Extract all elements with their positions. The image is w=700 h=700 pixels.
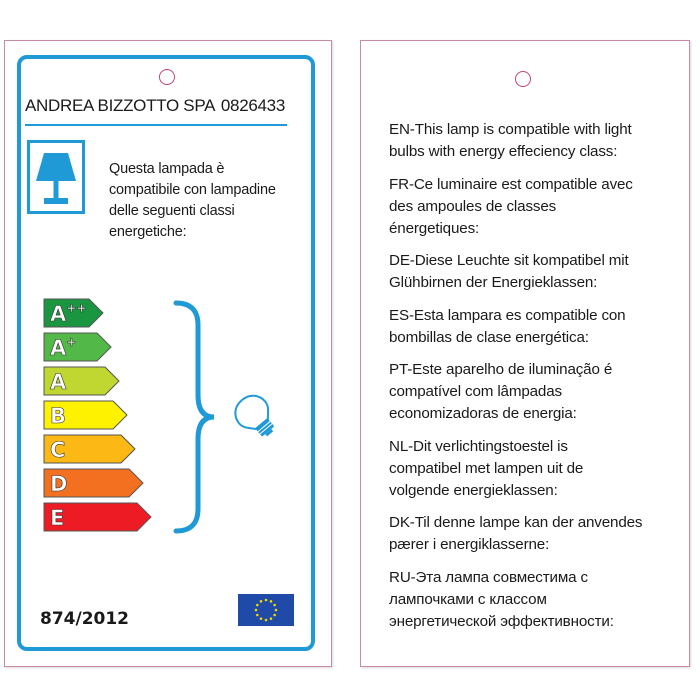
energy-class-arrow xyxy=(44,469,143,497)
lang-block-fr: FR-Ce luminaire est compatible avec des ampoules de classes énergetiques: xyxy=(389,175,633,237)
product-code: 0826433 xyxy=(220,96,285,115)
energy-class-arrow xyxy=(44,503,151,531)
energy-class-arrow xyxy=(44,367,119,395)
light-bulb-icon xyxy=(231,391,281,443)
lang-block-ru: RU-Эта лампа совместима с лампочками с классом энергетической эффективности: xyxy=(389,568,614,630)
energy-class-label: B xyxy=(50,404,67,428)
eu-flag-icon xyxy=(238,594,294,626)
curly-brace xyxy=(170,299,220,539)
label-header xyxy=(25,96,285,120)
energy-class-label: A++ xyxy=(50,301,87,326)
energy-class-arrow xyxy=(44,333,111,361)
compatibility-text: Questa lampada è compatibile con lampadine delle seguenti classi energetiche: xyxy=(109,161,276,240)
lang-block-en: EN-This lamp is compatible with light bulbs with energy effeciency class: xyxy=(389,121,632,160)
lang-block-de: DE-Diese Leuchte sit kompatibel mit Glühbirnen der Energieklassen: xyxy=(389,252,629,291)
multilingual-label-card xyxy=(360,40,690,667)
table-lamp-icon xyxy=(27,140,85,214)
header-divider xyxy=(25,124,287,126)
lang-block-es: ES-Esta lampara es compatible con bombillas de clase energética: xyxy=(389,306,626,346)
energy-class-label: A xyxy=(50,370,67,394)
energy-class-label: E xyxy=(50,506,65,530)
energy-class-label: D xyxy=(50,472,68,496)
energy-class-label: C xyxy=(50,438,66,462)
lang-block-pt: PT-Este aparelho de iluminação é compatível com lâmpadas economizadoras de energia: xyxy=(389,361,613,422)
hang-hole xyxy=(515,71,531,87)
energy-class-arrow xyxy=(44,435,135,463)
lang-block-nl: NL-Dit verlichtingstoestel is compatibel met lampen uit de volgende energieklassen: xyxy=(389,437,584,499)
energy-class-arrow xyxy=(44,299,103,327)
company-name: ANDREA BIZZOTTO SPA xyxy=(25,96,216,115)
regulation-number: 874/2012 xyxy=(40,609,130,629)
energy-class-scale xyxy=(43,298,163,543)
lang-block-dk: DK-Til denne lampe kan der anvendes pærer i energiklasserne: xyxy=(389,514,643,553)
energy-class-label: A+ xyxy=(50,335,77,360)
energy-class-arrow xyxy=(44,401,127,429)
language-list xyxy=(389,119,681,643)
italian-label-card xyxy=(4,40,332,667)
